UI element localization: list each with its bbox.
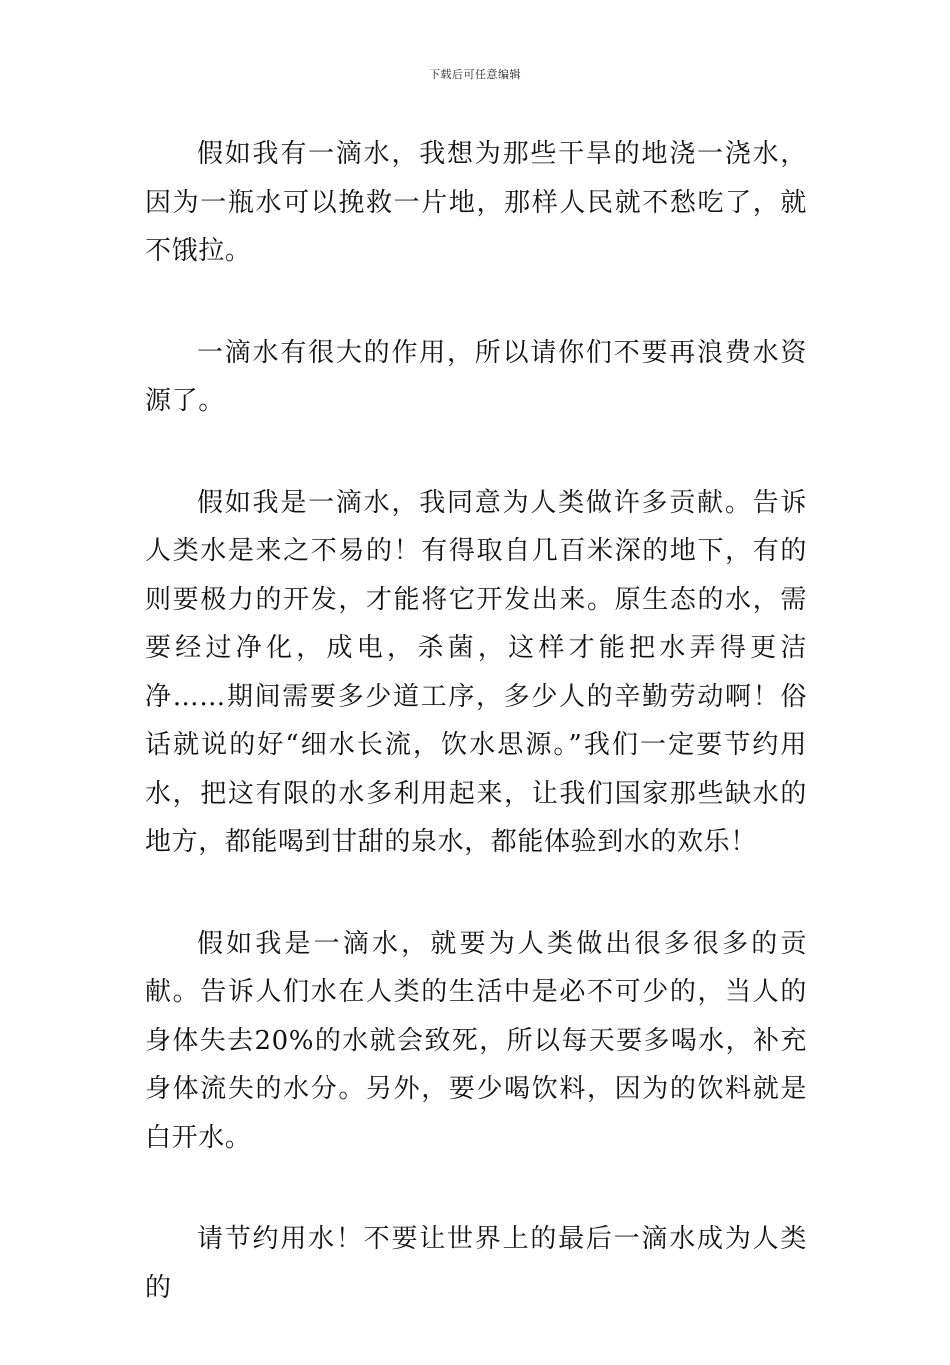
page-header-note: 下载后可任意编辑 [429, 68, 521, 81]
paragraph-3: 假如我是一滴水，我同意为人类做许多贡献。告诉人类水是来之不易的！有得取自几百米深的地下，有的则要极力的开发，才能将它开发出来。原生态的水，需要经过净化，成电，杀菌，这样才能把水弄得更洁净……期间需要多少道工序，多少人的辛勤劳动啊！俗话就说的好“细水长流，饮水思源。”我们一定要节约用水，把这有限的水多利用起来，让我们国家那些缺水的地方，都能喝到甘甜的泉水，都能体验到水的欢乐！ [145, 487, 807, 857]
paragraph-4: 假如我是一滴水，就要为人类做出很多很多的贡献。告诉人们水在人类的生活中是必不可少的，当人的身体失去20%的水就会致死，所以每天要多喝水，补充身体流失的水分。另外，要少喝饮料，因为的饮料就是白开水。 [145, 928, 807, 1153]
paragraph-2: 一滴水有很大的作用，所以请你们不要再浪费水资源了。 [145, 337, 807, 416]
document-body [145, 130, 807, 1365]
paragraph-5: 请节约用水！不要让世界上的最后一滴水成为人类的 [145, 1224, 807, 1303]
paragraph-1: 假如我有一滴水，我想为那些干旱的地浇一浇水，因为一瓶水可以挽救一片地，那样人民就不愁吃了，就不饿拉。 [145, 139, 807, 266]
